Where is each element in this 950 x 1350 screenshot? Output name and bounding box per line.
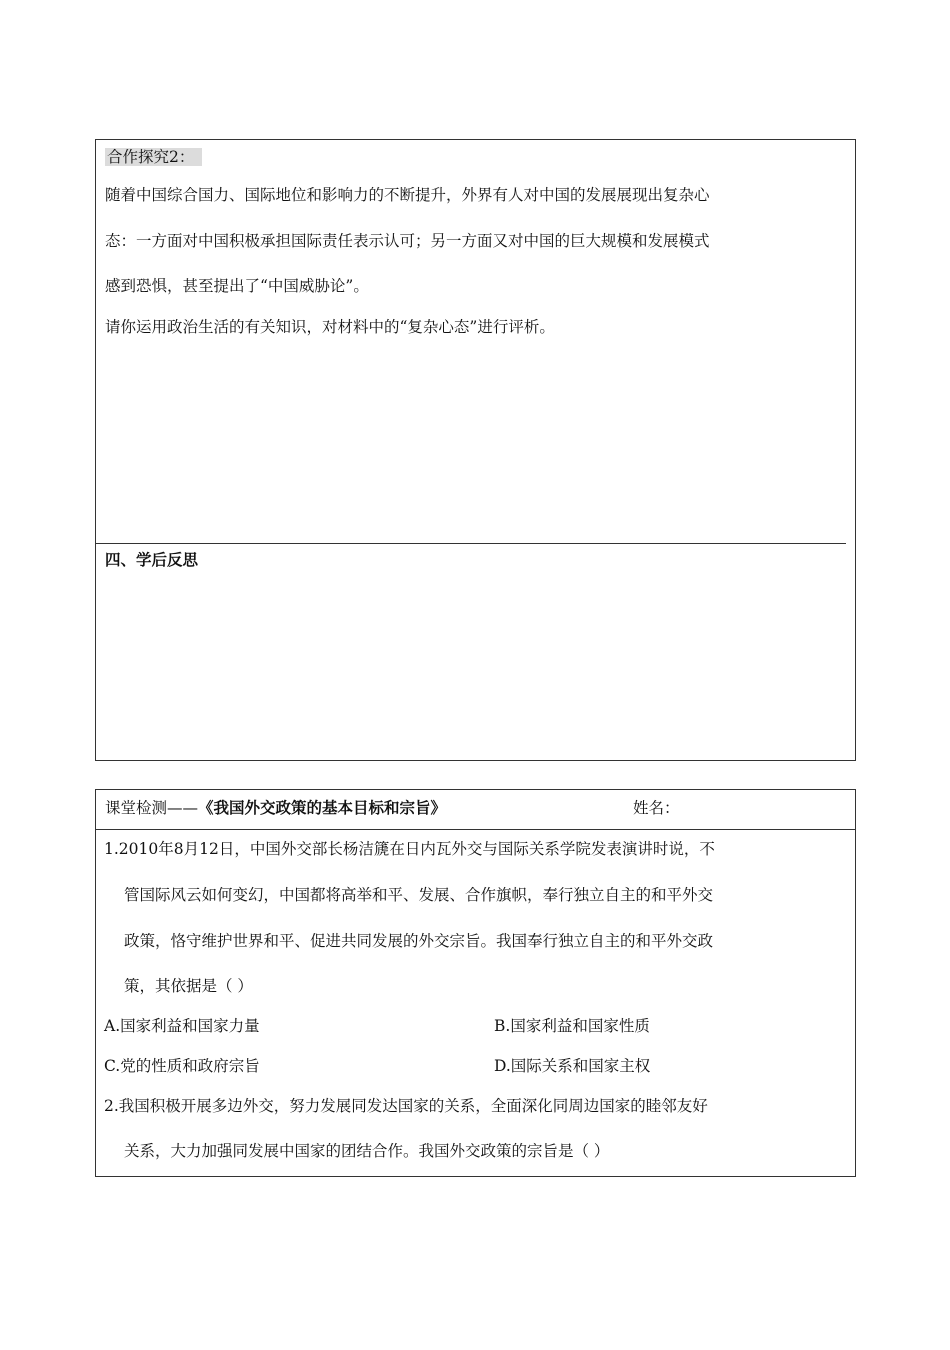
q1-line: 1.2010年8月12日，中国外交部长杨洁篪在日内瓦外交与国际关系学院发表演讲时说，不 — [104, 840, 715, 858]
quiz-box — [95, 789, 856, 1177]
inquiry-reflection-box — [95, 139, 856, 761]
reflection-heading: 四、学后反思 — [105, 551, 199, 569]
q1-option-b[interactable]: B.国家利益和国家性质 — [494, 1017, 650, 1035]
q2-line: 关系，大力加强同发展中国家的团结合作。我国外交政策的宗旨是（ ） — [124, 1142, 610, 1160]
q1-line: 管国际风云如何变幻，中国都将高举和平、发展、合作旗帜，奉行独立自主的和平外交 — [124, 886, 714, 904]
quiz-title-bold: 《我国外交政策的基本目标和宗旨》 — [198, 799, 447, 817]
q1-line: 策，其依据是（ ） — [124, 977, 253, 995]
quiz-title-prefix: 课堂检测—— — [105, 799, 199, 817]
inquiry-paragraph-line: 态：一方面对中国积极承担国际责任表示认可；另一方面又对中国的巨大规模和发展模式 — [105, 232, 710, 250]
q1-option-d[interactable]: D.国际关系和国家主权 — [494, 1057, 651, 1075]
reflection-answer-area[interactable] — [96, 570, 855, 758]
quiz-title — [105, 796, 446, 818]
section-divider — [96, 543, 846, 544]
name-label: 姓名： — [633, 799, 680, 817]
inquiry-paragraph-line: 随着中国综合国力、国际地位和影响力的不断提升，外界有人对中国的发展展现出复杂心 — [105, 186, 710, 204]
q2-line: 2.我国积极开展多边外交，努力发展同发达国家的关系，全面深化同周边国家的睦邻友好 — [104, 1097, 708, 1115]
q1-line: 政策，恪守维护世界和平、促进共同发展的外交宗旨。我国奉行独立自主的和平外交政 — [124, 932, 714, 950]
q1-option-a[interactable]: A.国家利益和国家力量 — [104, 1017, 260, 1035]
q1-option-c[interactable]: C.党的性质和政府宗旨 — [104, 1057, 260, 1075]
inquiry-question: 请你运用政治生活的有关知识，对材料中的“复杂心态”进行评析。 — [105, 318, 555, 336]
quiz-header-divider — [96, 829, 855, 830]
inquiry-label: 合作探究2： — [105, 148, 202, 166]
inquiry-label-line — [105, 145, 202, 167]
inquiry-paragraph-line: 感到恐惧，甚至提出了“中国威胁论”。 — [105, 277, 369, 295]
